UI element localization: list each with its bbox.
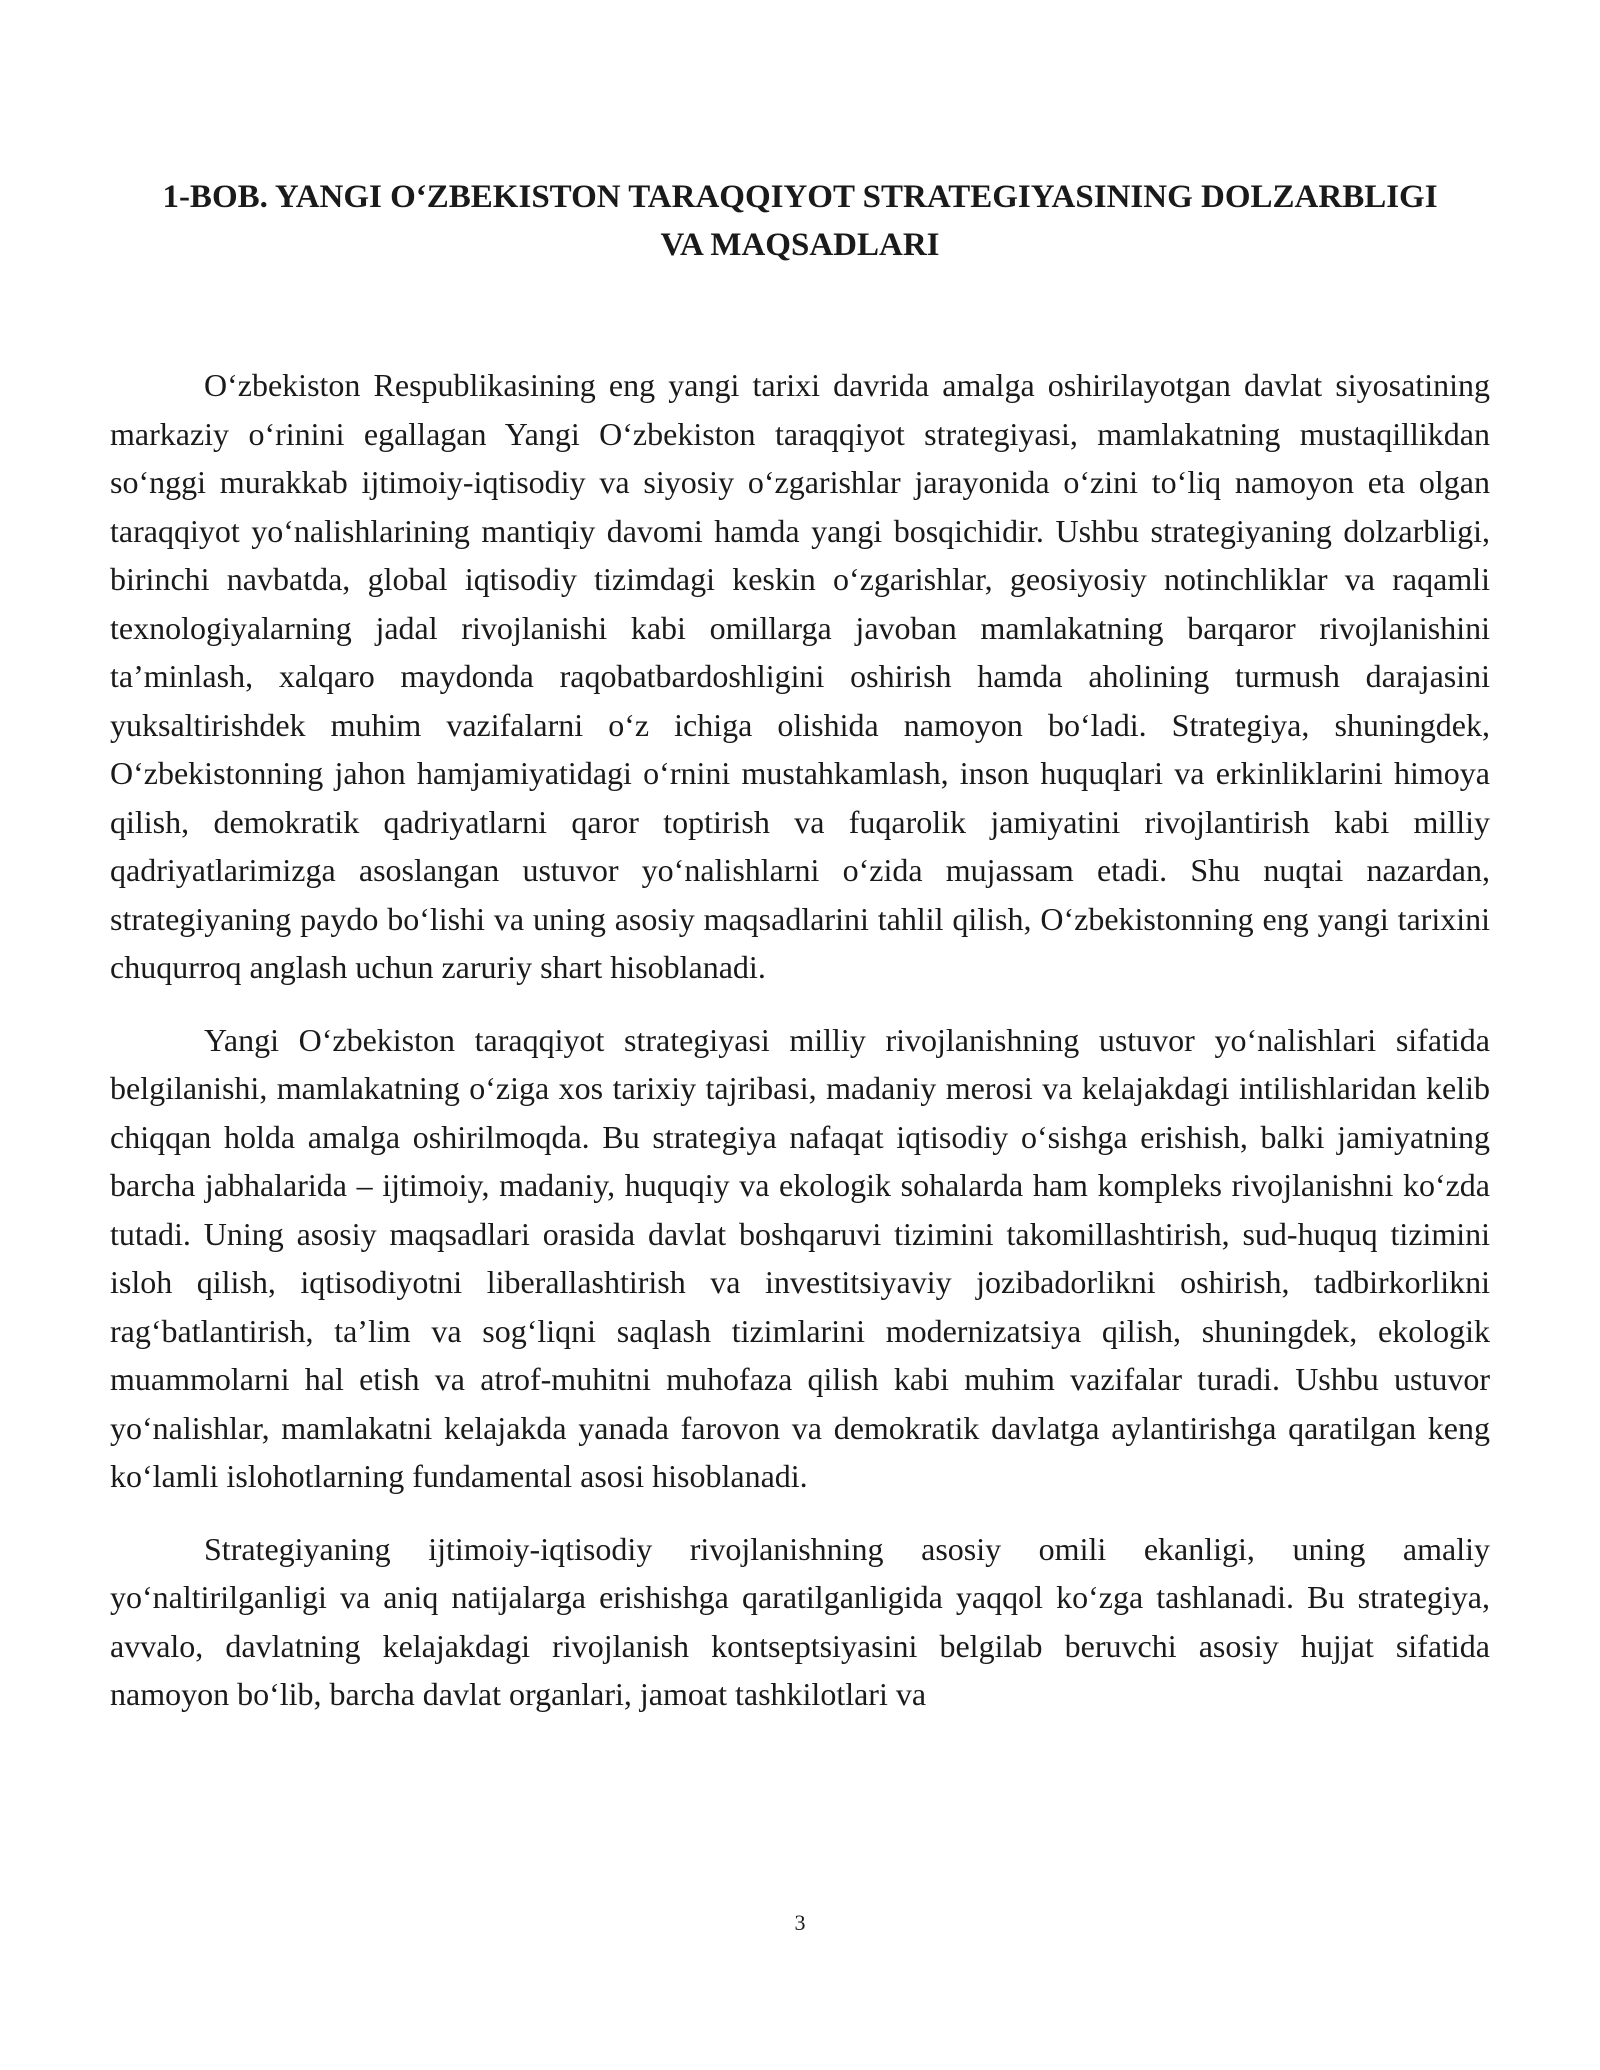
body-text xyxy=(110,361,1490,1743)
paragraph: O‘zbekiston Respublikasining eng yangi tarixi davrida amalga oshirilayotgan davlat siyosatining markaziy o‘rinini egallagan Yangi O‘zbekiston taraqqiyot strategiyasi, mamlakatning mustaqillikdan so‘nggi murakkab ijtimoiy-iqtisodiy va siyosiy o‘zgarishlar jarayonida o‘zini to‘liq namoyon eta olgan taraqqiyot yo‘nalishlarining mantiqiy davomi hamda yangi bosqichidir. Ushbu strategiyaning dolzarbligi, birinchi navbatda, global iqtisodiy tizimdagi keskin o‘zgarishlar, geosiyosiy notinchliklar va raqamli texnologiyalarning jadal rivojlanishi kabi omillarga javoban mamlakatning barqaror rivojlanishini ta’minlash, xalqaro maydonda raqobatbardoshligini oshirish hamda aholining turmush darajasini yuksaltirishdek muhim vazifalarni o‘z ichiga olishida namoyon bo‘ladi. Strategiya, shuningdek, O‘zbekistonning jahon hamjamiyatidagi o‘rnini mustahkamlash, inson huquqlari va erkinliklarini himoya qilish, demokratik qadriyatlarni qaror toptirish va fuqarolik jamiyatini rivojlantirish kabi milliy qadriyatlarimizga asoslangan ustuvor yo‘nalishlarni o‘zida mujassam etadi. Shu nuqtai nazardan, strategiyaning paydo bo‘lishi va uning asosiy maqsadlarini tahlil qilish, O‘zbekistonning eng yangi tarixini chuqurroq anglash uchun zaruriy shart hisoblanadi. xyxy=(110,367,1490,985)
chapter-title: 1-BOB. YANGI O‘ZBEKISTON TARAQQIYOT STRATEGIYASINING DOLZARBLIGI VA MAQSADLARI xyxy=(162,179,1438,263)
paragraph: Yangi O‘zbekiston taraqqiyot strategiyasi milliy rivojlanishning ustuvor yo‘nalishlari sifatida belgilanishi, mamlakatning o‘ziga xos tarixiy tajribasi, madaniy merosi va kelajakdagi intilishlaridan kelib chiqqan holda amalga oshirilmoqda. Bu strategiya nafaqat iqtisodiy o‘sishga erishish, balki jamiyatning barcha jabhalarida – ijtimoiy, madaniy, huquqiy va ekologik sohalarda ham kompleks rivojlanishni ko‘zda tutadi. Uning asosiy maqsadlari orasida davlat boshqaruvi tizimini takomillashtirish, sud-huquq tizimini isloh qilish, iqtisodiyotni liberallashtirish va investitsiyaviy jozibadorlikni oshirish, tadbirkorlikni rag‘batlantirish, ta’lim va sog‘liqni saqlash tizimlarini modernizatsiya qilish, shuningdek, ekologik muammolarni hal etish va atrof-muhitni muhofaza qilish kabi muhim vazifalar turadi. Ushbu ustuvor yo‘nalishlar, mamlakatni kelajakda yanada farovon va demokratik davlatga aylantirishga qaratilgan keng ko‘lamli islohotlarning fundamental asosi hisoblanadi. xyxy=(110,1021,1490,1494)
paragraph: Strategiyaning ijtimoiy-iqtisodiy rivojlanishning asosiy omili ekanligi, uning amaliy yo‘naltirilganligi va aniq natijalarga erishishga qaratilganligida yaqqol ko‘zga tashlanadi. Bu strategiya, avvalo, davlatning kelajakdagi rivojlanish kontseptsiyasini belgilab beruvchi asosiy hujjat sifatida namoyon bo‘lib, barcha davlat organlari, jamoat tashkilotlari va xyxy=(110,1530,1490,1712)
page-number: 3 xyxy=(794,1910,806,1935)
